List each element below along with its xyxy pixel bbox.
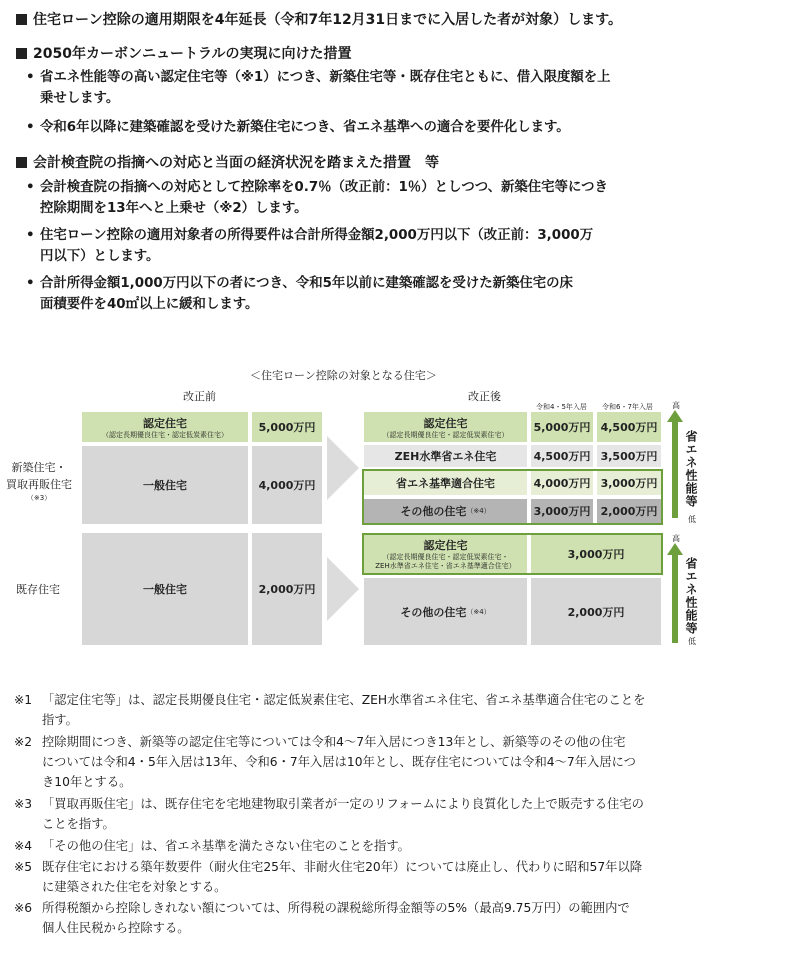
section-heading-carbon-neutral: 2050年カーボンニュートラルの実現に向けた措置 [16,44,352,64]
after-shoene-amount-r4-5: 4,000万円 [531,471,593,495]
after-existing-other-amount: 2,000万円 [531,578,661,645]
after-nintei-amount-r6-7: 4,500万円 [597,412,661,442]
arrow-up-icon [667,410,683,518]
column-header-r4-5: 令和4・5年入居 [536,403,587,411]
bullet-item: • 省エネ性能等の高い認定住宅等（※1）につき、新築住宅等・既存住宅ともに、借入限度額を上 乗せします。 [26,70,611,106]
footnote-6: ※6 所得税額から控除しきれない額については、所得税の課税総所得金額等の5%（最高9.75万円）の範囲内で 個人住民税から控除する。 [14,901,630,935]
after-existing-nintei-cell: 認定住宅 （認定長期優良住宅・認定低炭素住宅・ ZEH水準省エネ住宅・省エネ基準適合住宅） [364,535,527,573]
after-nintei-amount-r4-5: 5,000万円 [531,412,593,442]
row-label-existing-housing: 既存住宅 [16,583,60,596]
after-header: 改正後 [468,390,501,403]
after-zeh-cell: ZEH水準省エネ住宅 [364,445,527,467]
after-existing-other-cell: その他の住宅 （※4） [364,578,527,645]
footnote-2: ※2 控除期間につき、新築等の認定住宅等については令和4〜7年入居につき13年とし、新築等のその他の住宅 については令和4・5年入居は13年、令和6・7年入居は10年とし、既存住宅については令和4〜7年入居につ き10年とする。 [14,735,636,789]
column-header-r6-7: 令和6・7年入居 [602,403,653,411]
axis-low-label: 低 [688,515,696,524]
before-nintei-cell: 認定住宅 （認定長期優良住宅・認定低炭素住宅） [82,412,248,442]
section-heading-extension: 住宅ローン控除の適用期限を4年延長（令和7年12月31日までに入居した者が対象）します。 [16,10,622,30]
axis-energy-label: 省エネ性能等 [684,430,698,508]
after-shoene-cell: 省エネ基準適合住宅 [364,471,527,495]
before-existing-ippan-cell: 一般住宅 [82,533,248,645]
square-bullet-icon [16,48,27,59]
section-heading-audit-response: 会計検査院の指摘への対応と当面の経済状況を踏まえた措置 等 [16,153,439,173]
after-other-amount-r4-5: 3,000万円 [531,499,593,523]
after-nintei-cell: 認定住宅 （認定長期優良住宅・認定低炭素住宅） [364,412,527,442]
diagram-title: ＜住宅ローン控除の対象となる住宅＞ [250,369,437,382]
footnote-4: ※4 「その他の住宅」は、省エネ基準を満たさない住宅のことを指す。 [14,839,410,853]
footnote-3: ※3 「買取再販住宅」は、既存住宅を宅地建物取引業者が一定のリフォームにより良質化した上で販売する住宅の ことを指す。 [14,797,644,831]
row-label-new-housing: 新築住宅・ 買取再販住宅 （※3） [6,461,72,502]
axis-high-label: 高 [672,534,680,543]
axis-low-label: 低 [688,637,696,646]
before-nintei-amount: 5,000万円 [252,412,322,442]
after-zeh-amount-r6-7: 3,500万円 [597,445,661,467]
bullet-item: • 住宅ローン控除の適用対象者の所得要件は合計所得金額2,000万円以下（改正前：3,000万 円以下）とします。 [26,228,594,264]
bullet-item: • 会計検査院の指摘への対応として控除率を0.7％（改正前：1％）としつつ、新築住宅等につき 控除期間を13年へと上乗せ（※2）します。 [26,180,608,216]
after-shoene-amount-r6-7: 3,000万円 [597,471,661,495]
bullet-item: • 令和6年以降に建築確認を受けた新築住宅につき、省エネ基準への適合を要件化します。 [26,120,570,135]
arrow-right-icon [327,436,359,500]
arrow-up-icon [667,543,683,643]
bullet-item: • 合計所得金額1,000万円以下の者につき、令和5年以前に建築確認を受けた新築住宅の床 面積要件を40㎡以上に緩和します。 [26,276,573,312]
arrow-right-icon [327,557,359,621]
after-other-cell: その他の住宅 （※4） [364,499,527,523]
before-existing-amount: 2,000万円 [252,533,322,645]
after-zeh-amount-r4-5: 4,500万円 [531,445,593,467]
shoene-requirement-outline [362,469,663,525]
before-ippan-cell: 一般住宅 [82,446,248,524]
after-existing-nintei-amount: 3,000万円 [531,535,661,573]
footnote-5: ※5 既存住宅における築年数要件（耐火住宅25年、非耐火住宅20年）については廃止し、代わりに昭和57年以降 に建築された住宅を対象とする。 [14,860,643,894]
footnote-1: ※1 「認定住宅等」は、認定長期優良住宅・認定低炭素住宅、ZEH水準省エネ住宅、省エネ基準適合住宅のことを 指す。 [14,693,646,727]
before-header: 改正前 [183,390,216,403]
square-bullet-icon [16,14,27,25]
axis-energy-label: 省エネ性能等 [684,557,698,635]
after-other-amount-r6-7: 2,000万円 [597,499,661,523]
before-ippan-amount: 4,000万円 [252,446,322,524]
square-bullet-icon [16,157,27,168]
existing-nintei-outline [362,533,663,575]
axis-high-label: 高 [672,401,680,410]
